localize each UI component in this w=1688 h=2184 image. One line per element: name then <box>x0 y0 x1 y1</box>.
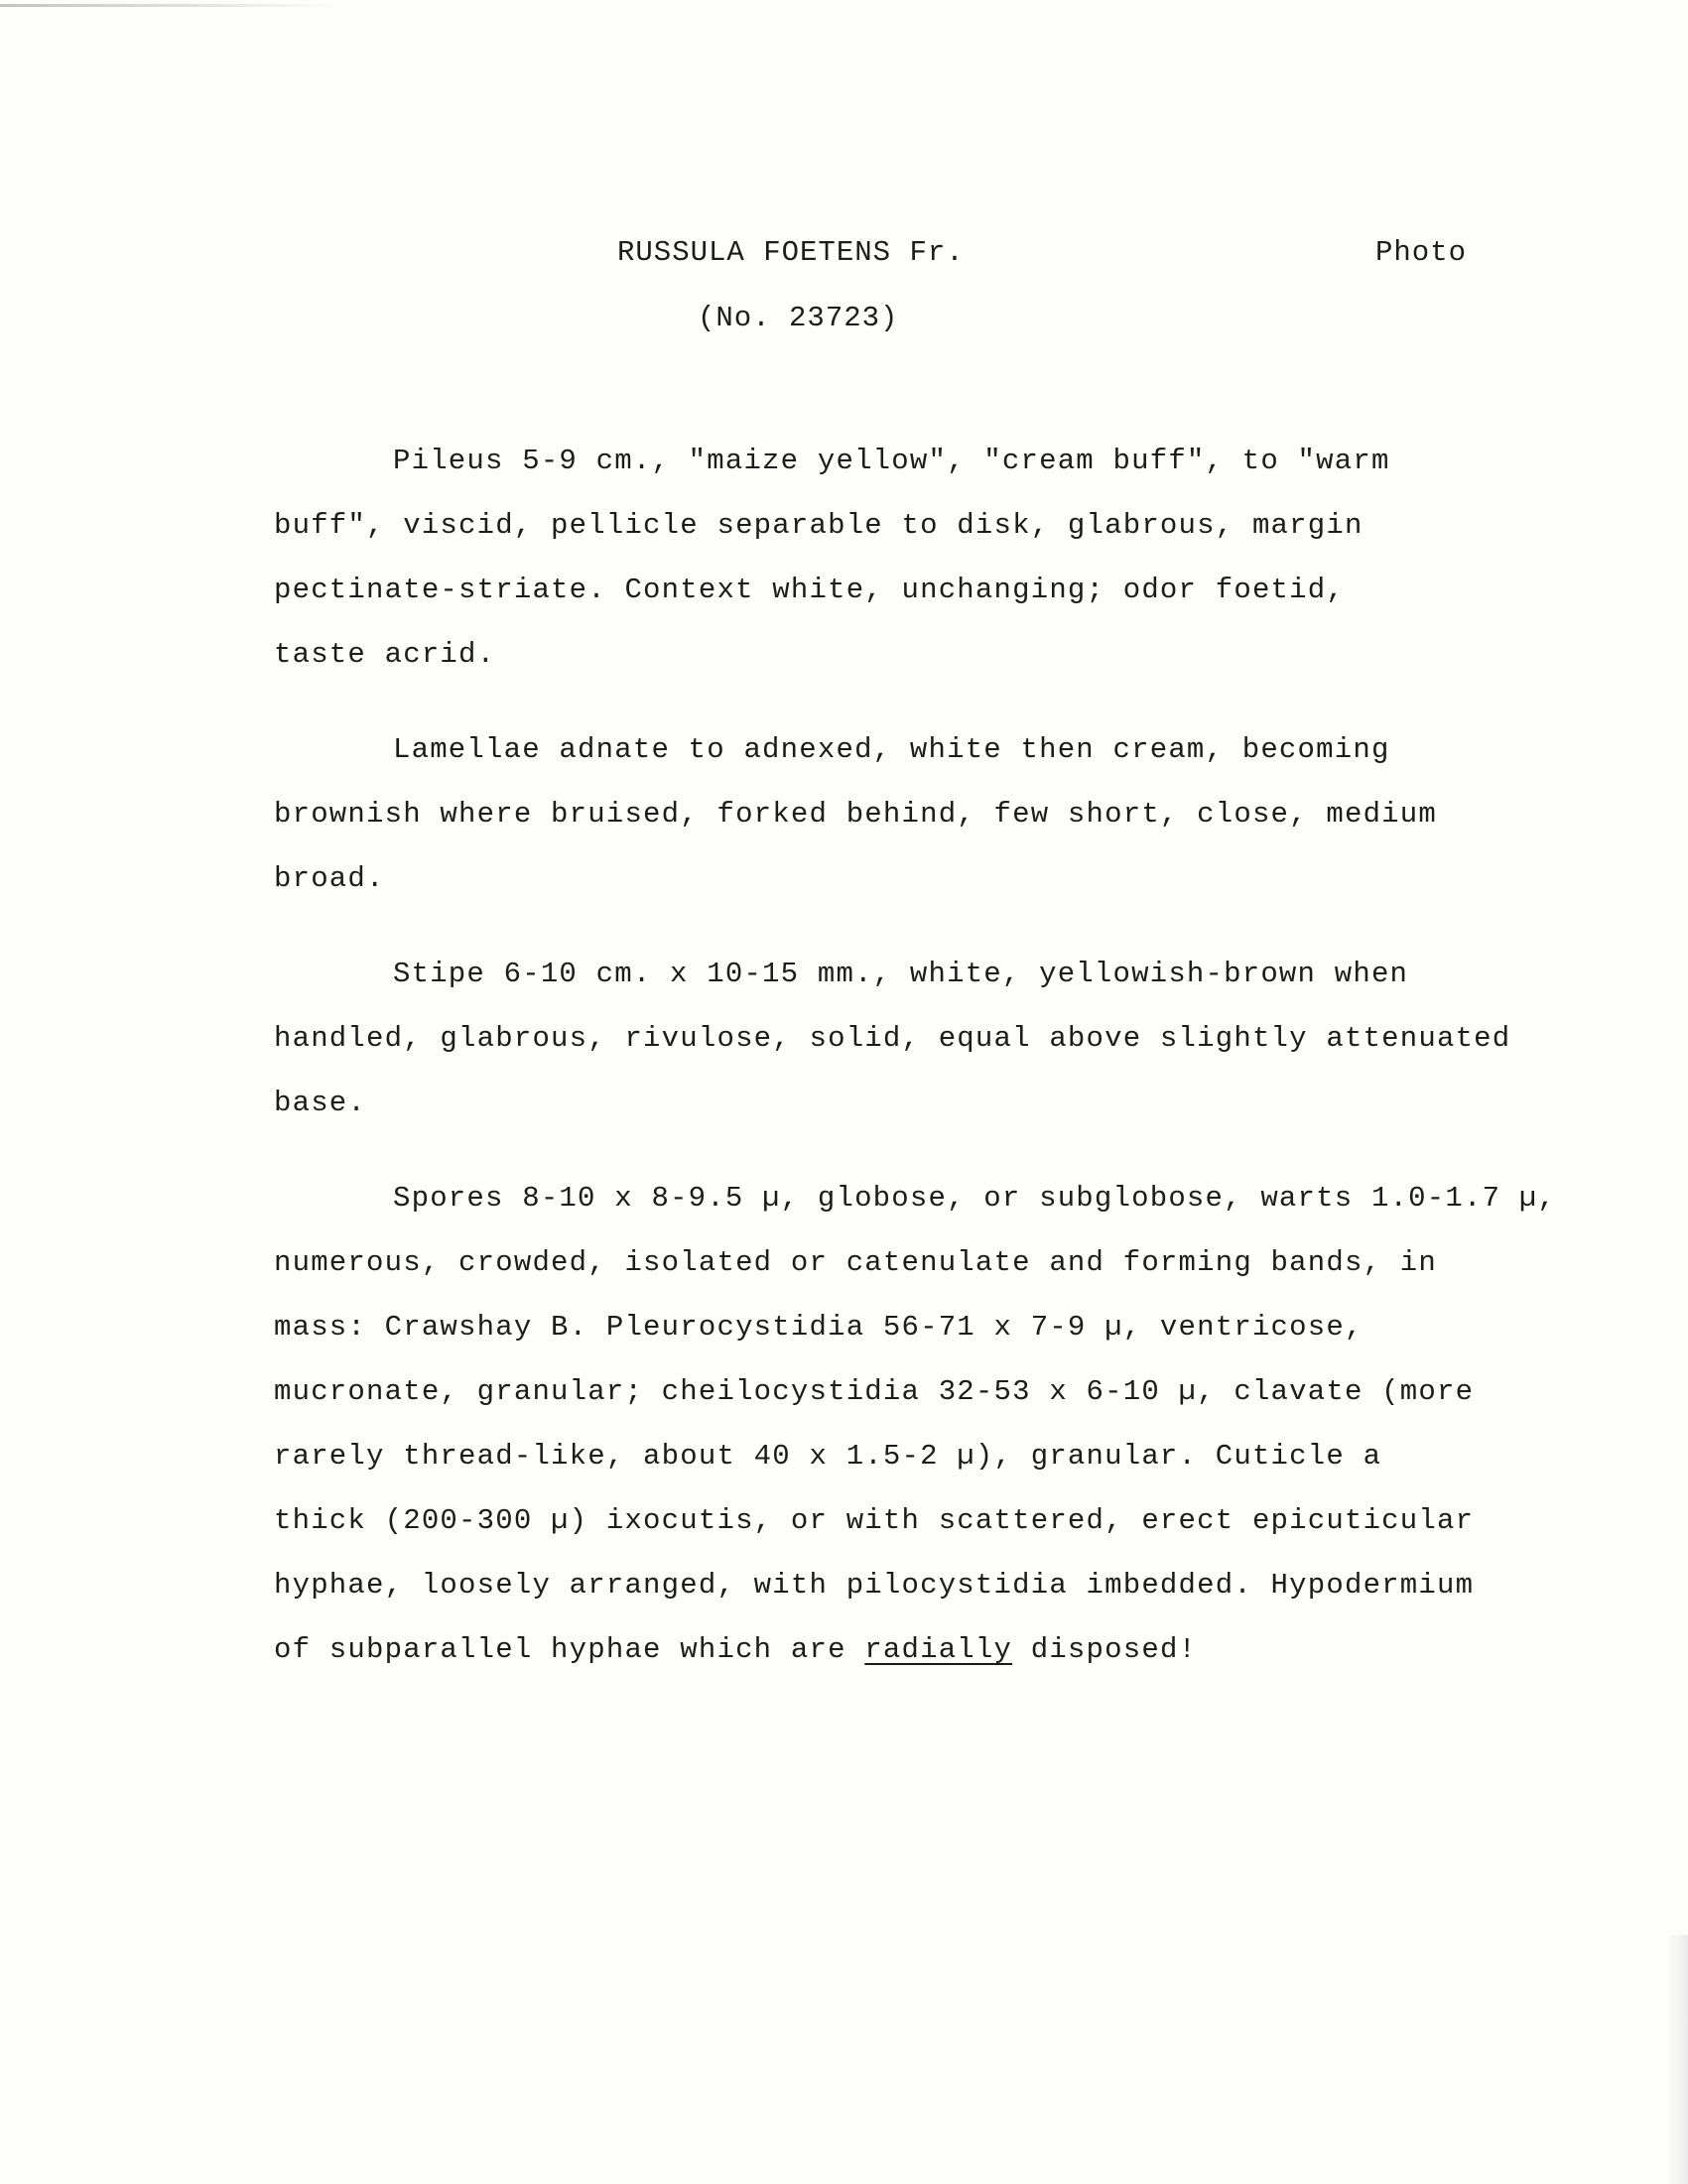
final-line-prefix: of subparallel hyphae which are <box>274 1633 865 1666</box>
text-line: pectinate-striate. Context white, unchanging; odor foetid, <box>274 574 1345 606</box>
text-line: numerous, crowded, isolated or catenulate and forming bands, in <box>274 1246 1437 1279</box>
scan-artifact-edge <box>1666 1935 1688 2184</box>
text-line: hyphae, loosely arranged, with pilocystidia imbedded. Hypodermium <box>274 1569 1475 1602</box>
text-line: thick (200-300 µ) ixocutis, or with scattered, erect epicuticular <box>274 1504 1475 1537</box>
text-line: mucronate, granular; cheilocystidia 32-53 x 6-10 µ, clavate (more <box>274 1375 1475 1408</box>
paragraph-stipe <box>274 942 1643 1135</box>
text-line: mass: Crawshay B. Pleurocystidia 56-71 x 7-9 µ, ventricose, <box>274 1311 1363 1344</box>
paragraph-pileus <box>274 429 1643 687</box>
final-line-suffix: disposed! <box>1012 1633 1198 1666</box>
text-line: buff", viscid, pellicle separable to disk, glabrous, margin <box>274 509 1363 542</box>
document-body <box>274 429 1643 1713</box>
paragraph-lamellae <box>274 717 1643 911</box>
species-title: RUSSULA FOETENS Fr. <box>617 236 965 269</box>
document-header <box>0 236 1688 355</box>
photo-label: Photo <box>1375 236 1468 269</box>
text-line-final <box>274 1617 1643 1682</box>
text-line: Spores 8-10 x 8-9.5 µ, globose, or subglobose, warts 1.0-1.7 µ, <box>393 1182 1556 1215</box>
underlined-word: radially <box>864 1633 1013 1666</box>
text-line: rarely thread-like, about 40 x 1.5-2 µ), granular. Cuticle a <box>274 1440 1382 1473</box>
text-line: Lamellae adnate to adnexed, white then cream, becoming <box>393 733 1390 766</box>
text-line: broad. <box>274 862 385 895</box>
scan-artifact-top <box>0 4 337 7</box>
text-line: Stipe 6-10 cm. x 10-15 mm., white, yellowish-brown when <box>393 958 1409 990</box>
text-line: taste acrid. <box>274 638 496 671</box>
text-line: handled, glabrous, rivulose, solid, equal above slightly attenuated <box>274 1022 1511 1055</box>
text-line: Pileus 5-9 cm., "maize yellow", "cream buff", to "warm <box>393 445 1390 477</box>
paragraph-spores <box>274 1166 1643 1682</box>
specimen-number: (No. 23723) <box>698 302 899 334</box>
text-line: brownish where bruised, forked behind, few short, close, medium <box>274 798 1437 831</box>
text-line: base. <box>274 1087 367 1119</box>
